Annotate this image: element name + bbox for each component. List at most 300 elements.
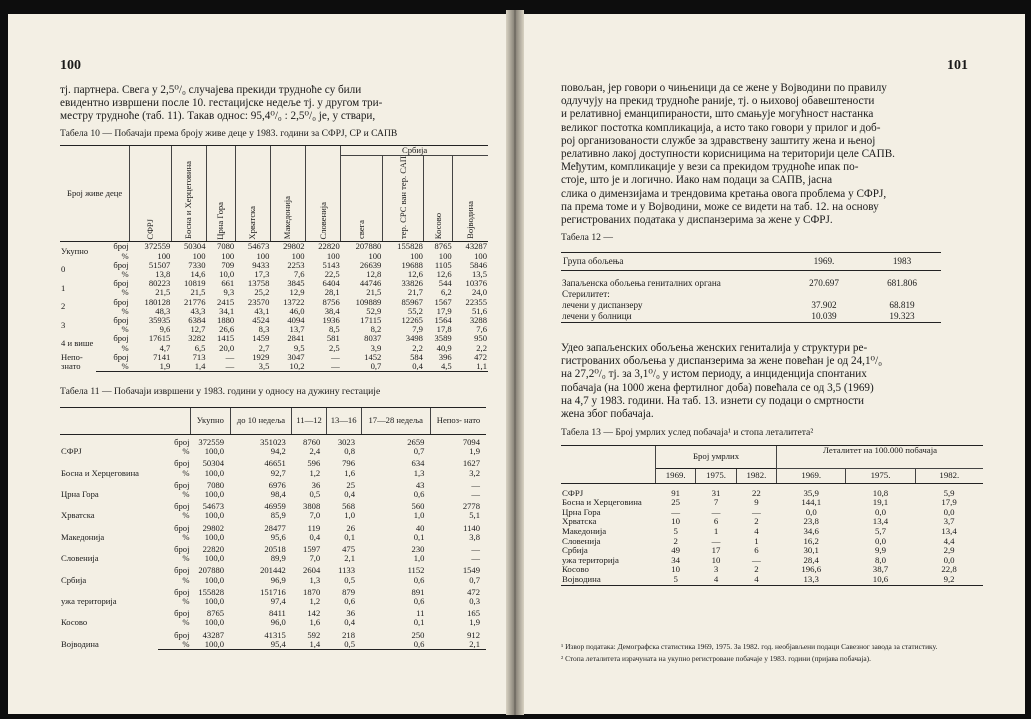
table-cell: 100,0 bbox=[204, 553, 225, 564]
table-cell: 2,2 bbox=[476, 342, 487, 353]
book-gutter bbox=[506, 10, 524, 715]
table-cell: 1415 bbox=[217, 333, 235, 344]
row-label: Србија bbox=[562, 545, 588, 556]
table-cell: 12,6 bbox=[436, 269, 452, 280]
table-cell: 6404 bbox=[322, 278, 340, 289]
table-cell: — bbox=[711, 535, 721, 546]
table-cell: 100,0 bbox=[204, 574, 225, 585]
table-cell: 46,0 bbox=[289, 305, 305, 316]
table-cell: 50304 bbox=[184, 241, 206, 252]
column-header: 1982. bbox=[915, 469, 983, 484]
table-cell: 10 bbox=[671, 516, 681, 527]
table-cell: 8760 bbox=[303, 437, 321, 447]
table-cell: 1564 bbox=[434, 315, 452, 326]
table-cell: 7,6 bbox=[293, 269, 305, 280]
table-cell: 4 bbox=[754, 525, 759, 536]
table-cell: 34 bbox=[671, 554, 681, 565]
text-line: и релативној еманципираности, што смањује могућност настанка bbox=[561, 108, 874, 121]
table-cell: 100,0 bbox=[204, 596, 225, 607]
row-label: лечени у болници bbox=[561, 311, 785, 323]
column-header: 11—12 bbox=[292, 408, 326, 435]
unit-label: % bbox=[182, 510, 190, 521]
table-cell: 40 bbox=[415, 522, 425, 533]
text-line: гистрованих обољења у диспанзерима за жене повећан је од 24,1⁰/₀ bbox=[561, 355, 883, 368]
row-label: 1 bbox=[61, 282, 66, 293]
row-label: Црна Гора bbox=[562, 506, 601, 517]
row-label: Косово bbox=[562, 564, 589, 575]
table-cell: 16,2 bbox=[803, 535, 819, 546]
table-cell: 29802 bbox=[283, 241, 305, 252]
table-cell: 207880 bbox=[198, 565, 225, 576]
table-cell: 1,0 bbox=[413, 553, 425, 564]
table-cell: 7094 bbox=[462, 437, 480, 447]
table-header-row bbox=[60, 408, 486, 435]
table-row bbox=[561, 498, 983, 508]
table-cell: 144,1 bbox=[801, 497, 822, 508]
row-label: Македонија bbox=[61, 531, 105, 542]
table-cell: 2,9 bbox=[943, 545, 955, 556]
table-cell: 17,9 bbox=[941, 497, 957, 508]
table-cell: 43287 bbox=[202, 629, 225, 640]
table-cell: 35,9 bbox=[803, 487, 819, 498]
table-cell: 13,5 bbox=[471, 269, 487, 280]
table-cell: 4 bbox=[736, 575, 776, 585]
table-cell: 0,0 bbox=[943, 506, 955, 517]
table13-caption: Табела 13 — Број умрлих услед побачаја¹ и стопа леталитета² bbox=[561, 427, 814, 438]
table-cell: 22820 bbox=[318, 241, 340, 252]
table-cell: 796 bbox=[342, 458, 355, 469]
unit-label: % bbox=[182, 489, 190, 500]
table-cell: 17615 bbox=[148, 333, 171, 344]
table-cell: 10.039 bbox=[785, 311, 863, 323]
table-cell: 35935 bbox=[148, 315, 171, 326]
table-row bbox=[561, 311, 941, 323]
table-cell: 34,1 bbox=[219, 305, 235, 316]
column-header-label: Црна Гора bbox=[215, 201, 226, 240]
text-line: слика о димензијама и трендовима кретања овога проблема у СФРЈ, bbox=[561, 187, 887, 200]
table-cell: 1,6 bbox=[309, 617, 321, 628]
row-label: ужа територија bbox=[61, 596, 117, 607]
table-cell: 2,1 bbox=[344, 553, 355, 564]
table-cell: 100,0 bbox=[204, 617, 225, 628]
table-cell: 151716 bbox=[260, 586, 286, 597]
table-cell: 2604 bbox=[303, 565, 321, 576]
column-header bbox=[424, 156, 453, 242]
text-line: евидентно извршени после 10. гестацијске недеље тј. у другом три- bbox=[60, 97, 383, 110]
row-label: Хрватска bbox=[562, 516, 597, 527]
table-cell: 155828 bbox=[198, 586, 225, 597]
table-cell: 13758 bbox=[247, 278, 270, 289]
table-cell: 12,7 bbox=[190, 324, 206, 335]
table-cell: 100 bbox=[368, 250, 382, 261]
row-header bbox=[561, 446, 656, 484]
column-header bbox=[235, 146, 270, 242]
table-cell: 30,1 bbox=[803, 545, 819, 556]
column-header: 13—16 bbox=[326, 408, 361, 435]
table-cell: 7,6 bbox=[476, 324, 487, 335]
footnote: ² Стопа леталитета израчуната на укупно регистроване побачаје у 1983. години (пријава побачаја). bbox=[561, 654, 871, 663]
table-cell: 8,2 bbox=[370, 324, 382, 335]
table-cell: 1,9 bbox=[469, 446, 480, 457]
unit-label: број bbox=[174, 565, 190, 576]
table-cell: 1,3 bbox=[413, 467, 425, 478]
table-cell: 29802 bbox=[202, 522, 225, 533]
row-label: лечени у диспанзеру bbox=[562, 300, 643, 310]
table-cell: 21,5 bbox=[190, 287, 206, 298]
table-cell: 2841 bbox=[287, 333, 305, 344]
table-cell: 5,1 bbox=[469, 510, 480, 521]
table-cell: 8,5 bbox=[328, 324, 340, 335]
table-cell: 475 bbox=[342, 544, 355, 555]
table-cell: 3,8 bbox=[469, 531, 480, 542]
column-header-label: Македонија bbox=[282, 196, 293, 240]
text-line: Удео запаљенских обољења женских гениталија у структури ре- bbox=[561, 342, 868, 354]
table-cell: 596 bbox=[307, 458, 321, 469]
group-header: Леталитет на 100.000 побачаја bbox=[777, 446, 983, 469]
table-cell: 1,1 bbox=[453, 362, 488, 372]
table-cell: 713 bbox=[192, 351, 206, 362]
row-label: Стерилитет: bbox=[562, 289, 610, 299]
table-13 bbox=[561, 445, 983, 586]
table-cell: 2,4 bbox=[309, 446, 321, 457]
table-cell: 1152 bbox=[407, 565, 425, 576]
table-cell: 3845 bbox=[287, 278, 305, 289]
column-header: до 10 недеља bbox=[230, 408, 292, 435]
unit-label: број bbox=[113, 278, 129, 289]
column-header: 1969. bbox=[777, 469, 846, 484]
table-cell: 0,3 bbox=[469, 596, 480, 607]
table-cell: 912 bbox=[467, 629, 480, 640]
table-cell: 592 bbox=[307, 629, 321, 640]
unit-label: број bbox=[174, 522, 190, 533]
table-cell: 40,9 bbox=[436, 342, 452, 353]
table-cell: 372559 bbox=[144, 241, 171, 252]
row-label: Црна Гора bbox=[61, 489, 99, 500]
table-cell: 51507 bbox=[148, 259, 171, 270]
column-header: Непоз- нато bbox=[430, 408, 486, 435]
table-cell: 19.323 bbox=[863, 311, 941, 323]
table-cell: 0,5 bbox=[326, 640, 361, 650]
table-cell: 12,8 bbox=[366, 269, 382, 280]
table-cell: 2 bbox=[673, 535, 678, 546]
table-row bbox=[60, 456, 486, 468]
row-label: Запаљенска обољења гениталних органа bbox=[562, 278, 721, 288]
page-number: 100 bbox=[60, 58, 81, 73]
unit-label: број bbox=[174, 479, 190, 490]
row-label: Војводина bbox=[561, 575, 656, 585]
table-cell: 1,2 bbox=[309, 467, 321, 478]
table-cell: 681.806 bbox=[887, 278, 917, 288]
table-cell: 3808 bbox=[303, 501, 321, 512]
table-cell: 109889 bbox=[355, 296, 382, 307]
table-cell: 44746 bbox=[359, 278, 382, 289]
table-row bbox=[561, 271, 941, 290]
table-cell: — bbox=[752, 554, 761, 565]
table-cell: 12,6 bbox=[407, 269, 423, 280]
table-cell: — bbox=[471, 544, 480, 555]
table-cell: 250 bbox=[411, 629, 425, 640]
table-cell: 2 bbox=[754, 516, 759, 527]
table-cell: 3,5 bbox=[235, 362, 270, 372]
table-cell: 2,2 bbox=[412, 342, 423, 353]
table-row bbox=[561, 289, 941, 300]
table-cell: 100,0 bbox=[204, 446, 225, 457]
table-cell: 26639 bbox=[359, 259, 382, 270]
table-cell: 28,1 bbox=[324, 287, 340, 298]
text-line: жена због побачаја. bbox=[561, 408, 654, 421]
table-cell: 201442 bbox=[260, 565, 286, 576]
table-cell: 20518 bbox=[264, 544, 286, 555]
table-header-row bbox=[561, 446, 983, 469]
table-cell: 95,4 bbox=[230, 640, 292, 650]
text-line: Међутим, компликације у вези са прекидом трудноће ипак по- bbox=[561, 161, 859, 174]
text-line: па према томе и у Војводини, може се видети на таб. 12. на основу bbox=[561, 200, 879, 213]
table-cell: 13,4 bbox=[872, 516, 889, 527]
table-row bbox=[60, 563, 486, 575]
table-cell: 879 bbox=[342, 586, 355, 597]
table-cell: 22,8 bbox=[941, 564, 957, 575]
table-cell: 634 bbox=[411, 458, 425, 469]
table-cell: 7,0 bbox=[309, 553, 321, 564]
table-cell: 1 bbox=[713, 525, 719, 536]
table-row bbox=[561, 546, 983, 556]
table-cell: 0,4 bbox=[344, 489, 355, 500]
table-cell: 0,4 bbox=[309, 531, 321, 542]
table-cell: 709 bbox=[221, 259, 235, 270]
column-header-label: Босна и Херцеговина bbox=[183, 161, 194, 240]
unit-label: број bbox=[113, 351, 129, 362]
table-cell: 7 bbox=[713, 497, 719, 508]
column-header-label: Војводина bbox=[465, 201, 476, 240]
table-cell: 34,6 bbox=[803, 525, 819, 536]
unit-label: број bbox=[174, 608, 190, 619]
column-header bbox=[130, 146, 172, 242]
text-line: на 27,2⁰/₀ тј. за 3,1⁰/₀ у истом периоду, а инциденција спонтаних bbox=[561, 368, 867, 381]
table-cell bbox=[785, 289, 863, 300]
table-cell: 950 bbox=[474, 333, 487, 344]
table-cell: 37.902 bbox=[811, 300, 837, 310]
table-cell: 89,9 bbox=[270, 553, 286, 564]
table-cell: 100 bbox=[326, 250, 340, 261]
table-cell: — bbox=[225, 351, 235, 362]
table-row bbox=[561, 508, 983, 518]
table-cell: 6384 bbox=[188, 315, 206, 326]
table-cell: 100,0 bbox=[204, 467, 225, 478]
table-cell: 13,3 bbox=[777, 575, 846, 585]
table-cell: 396 bbox=[438, 351, 452, 362]
table-cell: 9,2 bbox=[915, 575, 983, 585]
unit-label: % bbox=[182, 446, 190, 457]
table-cell: — bbox=[752, 506, 761, 517]
table-cell: 6 bbox=[713, 516, 719, 527]
table-cell: 1,3 bbox=[309, 574, 321, 585]
table-cell: 6,2 bbox=[440, 287, 452, 298]
row-label: Србија bbox=[61, 574, 87, 585]
table-cell: 100 bbox=[438, 250, 452, 261]
unit-label: % bbox=[121, 287, 129, 298]
table-cell: 43,1 bbox=[254, 305, 270, 316]
table-cell: 25 bbox=[671, 497, 681, 508]
column-header: 1982. bbox=[736, 469, 776, 484]
column-header bbox=[171, 146, 206, 242]
table-cell: 165 bbox=[467, 608, 480, 619]
table-cell: 1 bbox=[754, 535, 759, 546]
column-header-label: СФРЈ bbox=[145, 218, 155, 240]
table-cell: 100 bbox=[192, 250, 206, 261]
table-cell: 8765 bbox=[434, 241, 452, 252]
table-cell: 544 bbox=[438, 278, 452, 289]
table-cell: 24,0 bbox=[471, 287, 487, 298]
table-cell: 1,9 bbox=[469, 617, 480, 628]
table-12 bbox=[561, 252, 941, 323]
row-label: Укупно bbox=[61, 246, 89, 257]
table-cell: 17 bbox=[711, 545, 721, 556]
column-header: 1975. bbox=[846, 469, 915, 484]
table-cell: 52,9 bbox=[366, 305, 382, 316]
table-cell: 568 bbox=[342, 501, 355, 512]
row-header: Број живе деце bbox=[60, 146, 130, 242]
unit-label: % bbox=[121, 250, 129, 261]
table-11 bbox=[60, 407, 486, 650]
table-cell: 25 bbox=[346, 479, 355, 490]
text-line: повољан, јер говори о чињеници да се жене у Војводини по правилу bbox=[561, 82, 887, 94]
table-cell: 9433 bbox=[252, 259, 270, 270]
paragraph bbox=[561, 342, 981, 421]
table-cell: 100 bbox=[291, 250, 305, 261]
unit-header bbox=[158, 408, 191, 435]
unit-label: број bbox=[174, 501, 190, 512]
table-cell: 43 bbox=[415, 479, 425, 490]
unit-label: број bbox=[113, 315, 129, 326]
table-cell: 1567 bbox=[434, 296, 452, 307]
table-cell: 8765 bbox=[206, 608, 225, 619]
column-header: 17—28 недеља bbox=[361, 408, 430, 435]
table-cell: 2,5 bbox=[328, 342, 340, 353]
table-cell: 20,0 bbox=[219, 342, 235, 353]
table-cell: 8,0 bbox=[875, 554, 886, 565]
left-page bbox=[8, 14, 512, 714]
table-cell: 1597 bbox=[303, 544, 321, 555]
table-cell: 28,4 bbox=[803, 554, 819, 565]
table-cell: 23,8 bbox=[803, 516, 819, 527]
unit-label: број bbox=[174, 586, 190, 597]
table-cell: 10819 bbox=[184, 278, 206, 289]
table-cell: 1549 bbox=[462, 565, 480, 576]
table-cell: 10,0 bbox=[219, 269, 235, 280]
row-label: 3 bbox=[61, 319, 66, 330]
table-cell: 155828 bbox=[397, 241, 423, 252]
table-cell: 4,4 bbox=[943, 535, 955, 546]
table-cell: 0,7 bbox=[341, 362, 383, 372]
row-label: Косово bbox=[61, 617, 88, 628]
table-cell: 4,7 bbox=[159, 342, 171, 353]
table-cell: 6 bbox=[754, 545, 759, 556]
table-cell: 0,0 bbox=[943, 554, 955, 565]
table-cell: 1105 bbox=[434, 259, 452, 270]
table-cell: 100 bbox=[157, 250, 171, 261]
table-cell: 0,0 bbox=[805, 506, 817, 517]
unit-label: % bbox=[158, 640, 191, 650]
table-cell: 196,6 bbox=[801, 564, 822, 575]
table-cell: 26 bbox=[346, 522, 355, 533]
table-cell: 21776 bbox=[184, 296, 206, 307]
table-cell: 9 bbox=[754, 497, 759, 508]
table-cell: 3288 bbox=[469, 315, 487, 326]
table-cell: 2778 bbox=[462, 501, 480, 512]
column-header bbox=[270, 146, 305, 242]
table-cell: 5143 bbox=[322, 259, 340, 270]
table-cell: 100,0 bbox=[204, 531, 225, 542]
unit-label: % bbox=[182, 574, 190, 585]
table-cell: 2415 bbox=[217, 296, 235, 307]
table12-caption: Табела 12 — bbox=[561, 232, 613, 243]
table-cell: 1133 bbox=[338, 565, 355, 576]
table-cell: 95,6 bbox=[270, 531, 286, 542]
table-cell: 14,6 bbox=[190, 269, 206, 280]
table-cell: 5846 bbox=[469, 259, 487, 270]
table-cell: 3498 bbox=[405, 333, 423, 344]
unit-label: број bbox=[113, 296, 129, 307]
table-cell: 1936 bbox=[322, 315, 340, 326]
table-cell: 230 bbox=[411, 544, 425, 555]
table-10 bbox=[60, 145, 488, 372]
row-label: 0 bbox=[61, 264, 66, 275]
row-label: Војводина bbox=[61, 639, 99, 650]
table-cell: 0,1 bbox=[344, 531, 355, 542]
table-cell: 11 bbox=[416, 608, 425, 619]
table-cell: 1,4 bbox=[292, 640, 326, 650]
text-line: регистрованих података у диспанзерима за жене у СФРЈ. bbox=[561, 214, 833, 227]
table-cell: 2 bbox=[754, 564, 759, 575]
table-cell: 1,0 bbox=[344, 510, 355, 521]
table-cell: 51,6 bbox=[471, 305, 487, 316]
row-label: ужа територија bbox=[562, 554, 619, 565]
table-cell: 31 bbox=[711, 487, 721, 498]
table-cell: 19688 bbox=[401, 259, 423, 270]
table-cell: 100 bbox=[221, 250, 235, 261]
table-cell: 33826 bbox=[401, 278, 423, 289]
unit-label: број bbox=[113, 259, 129, 270]
row-label: СФРЈ bbox=[61, 446, 82, 457]
table-cell: — bbox=[306, 362, 341, 372]
table-cell: 54673 bbox=[202, 501, 225, 512]
table-cell: 91 bbox=[671, 487, 681, 498]
table-cell: 22355 bbox=[465, 296, 487, 307]
table-row bbox=[561, 517, 983, 527]
table-cell: 21,7 bbox=[407, 287, 423, 298]
table-cell: 0,5 bbox=[344, 574, 355, 585]
table-cell: 5,9 bbox=[943, 487, 955, 498]
table-cell: 9,6 bbox=[159, 324, 171, 335]
unit-label: % bbox=[121, 342, 129, 353]
row-label: 2 bbox=[61, 301, 66, 312]
table-cell: — bbox=[331, 351, 340, 362]
table-cell: 13,7 bbox=[289, 324, 305, 335]
table-cell: 3,7 bbox=[943, 516, 955, 527]
table-cell: 4,5 bbox=[424, 362, 453, 372]
text-line: рој организованости службе за здравствену заштиту жена и њеној bbox=[561, 134, 876, 147]
table-cell: 22820 bbox=[202, 544, 225, 555]
column-header bbox=[206, 146, 235, 242]
text-line: одлучују на прекид трудноће раније, тј. о њиховој обавештености bbox=[561, 95, 875, 108]
table-cell: 0,0 bbox=[875, 535, 886, 546]
table-cell: 1929 bbox=[252, 351, 270, 362]
table-cell: 17115 bbox=[360, 315, 382, 326]
table-cell: 1459 bbox=[252, 333, 270, 344]
table-cell: 1,6 bbox=[344, 467, 355, 478]
intro-text bbox=[60, 84, 488, 124]
table-cell: 85,9 bbox=[270, 510, 286, 521]
